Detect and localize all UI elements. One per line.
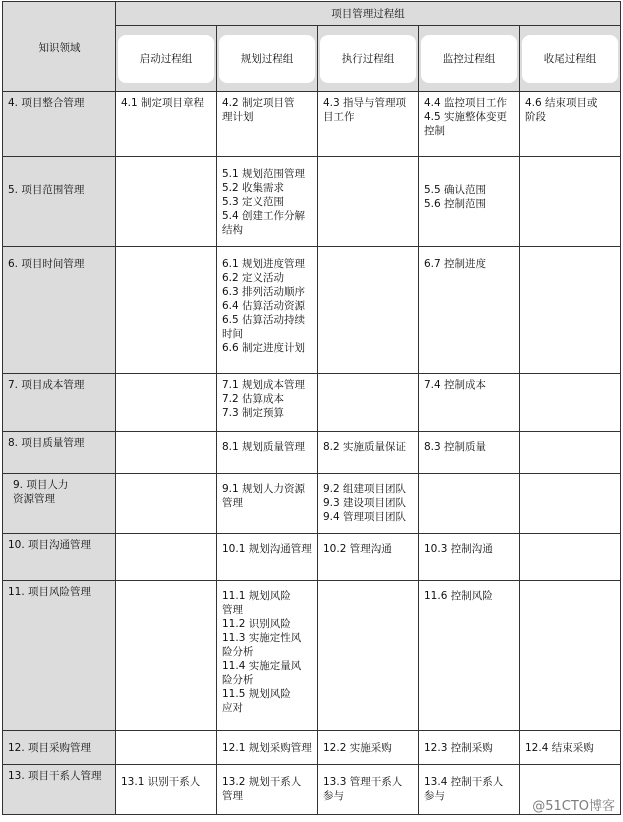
process-groups-title: 项目管理过程组 (116, 2, 621, 26)
process-cell: 4.3 指导与管理项 目工作 (318, 92, 419, 157)
process-cell: 12.1 规划采购管理 (217, 731, 318, 765)
process-cell: 9.2 组建项目团队 9.3 建设项目团队 9.4 管理项目团队 (318, 474, 419, 534)
process-cell (520, 474, 621, 534)
process-cell (520, 247, 621, 374)
process-cell (520, 157, 621, 247)
process-cell: 7.4 控制成本 (419, 374, 520, 432)
process-cell (116, 474, 217, 534)
table-row (3, 92, 621, 157)
process-cell (318, 581, 419, 731)
table-row (3, 157, 621, 247)
knowledge-area-cell: 8. 项目质量管理 (3, 432, 116, 474)
group-header-closing (520, 26, 621, 92)
process-cell (116, 374, 217, 432)
group-label: 规划过程组 (219, 35, 315, 83)
table-row (3, 731, 621, 765)
knowledge-area-cell: 4. 项目整合管理 (3, 92, 116, 157)
process-cell (318, 157, 419, 247)
process-cell: 10.2 管理沟通 (318, 534, 419, 581)
table-row (3, 374, 621, 432)
process-cell: 12.4 结束采购 (520, 731, 621, 765)
process-cell (520, 432, 621, 474)
process-cell: 12.2 实施采购 (318, 731, 419, 765)
knowledge-area-cell: 12. 项目采购管理 (3, 731, 116, 765)
process-cell: 7.1 规划成本管理 7.2 估算成本 7.3 制定预算 (217, 374, 318, 432)
process-cell: 9.1 规划人力资源 管理 (217, 474, 318, 534)
table-row (3, 581, 621, 731)
process-cell (419, 474, 520, 534)
knowledge-area-cell: 9. 项目人力 资源管理 (3, 474, 116, 534)
group-label: 监控过程组 (421, 35, 517, 83)
process-mapping-table (2, 1, 621, 815)
process-cell: 4.4 监控项目工作 4.5 实施整体变更 控制 (419, 92, 520, 157)
group-header-executing (318, 26, 419, 92)
knowledge-area-cell: 6. 项目时间管理 (3, 247, 116, 374)
process-cell (116, 432, 217, 474)
process-cell: 10.1 规划沟通管理 (217, 534, 318, 581)
table-row (3, 432, 621, 474)
group-label: 收尾过程组 (522, 35, 618, 83)
process-cell (116, 247, 217, 374)
knowledge-area-cell: 11. 项目风险管理 (3, 581, 116, 731)
group-label: 执行过程组 (320, 35, 416, 83)
process-cell: 5.1 规划范围管理 5.2 收集需求 5.3 定义范围 5.4 创建工作分解 结构 (217, 157, 318, 247)
process-cell: 13.2 规划干系人 管理 (217, 765, 318, 815)
header-row-title (3, 2, 621, 26)
process-cell (116, 157, 217, 247)
knowledge-area-cell: 5. 项目范围管理 (3, 157, 116, 247)
process-cell: 11.6 控制风险 (419, 581, 520, 731)
process-cell: 12.3 控制采购 (419, 731, 520, 765)
process-cell: 4.2 制定项目管 理计划 (217, 92, 318, 157)
table-row (3, 765, 621, 815)
process-cell (520, 581, 621, 731)
process-cell: 8.3 控制质量 (419, 432, 520, 474)
process-cell: 10.3 控制沟通 (419, 534, 520, 581)
process-cell (318, 247, 419, 374)
process-cell (520, 534, 621, 581)
process-cell (116, 581, 217, 731)
table-row (3, 474, 621, 534)
process-cell (318, 374, 419, 432)
table-row (3, 247, 621, 374)
process-cell: 5.5 确认范围 5.6 控制范围 (419, 157, 520, 247)
process-cell (116, 731, 217, 765)
process-cell (520, 374, 621, 432)
process-cell: 13.4 控制干系人 参与 (419, 765, 520, 815)
group-header-planning (217, 26, 318, 92)
group-header-monitoring (419, 26, 520, 92)
group-label: 启动过程组 (118, 35, 214, 83)
process-cell: 8.2 实施质量保证 (318, 432, 419, 474)
process-cell: 8.1 规划质量管理 (217, 432, 318, 474)
knowledge-area-cell: 7. 项目成本管理 (3, 374, 116, 432)
process-cell: 4.1 制定项目章程 (116, 92, 217, 157)
process-cell: 6.1 规划进度管理 6.2 定义活动 6.3 排列活动顺序 6.4 估算活动资源 6.5 估算活动持续 时间 6.6 制定进度计划 (217, 247, 318, 374)
knowledge-area-cell: 10. 项目沟通管理 (3, 534, 116, 581)
table-row (3, 534, 621, 581)
process-cell: 4.6 结束项目或 阶段 (520, 92, 621, 157)
group-header-initiating (116, 26, 217, 92)
process-cell (116, 534, 217, 581)
knowledge-area-header: 知识领域 (3, 2, 116, 92)
process-cell: 13.3 管理干系人 参与 (318, 765, 419, 815)
process-cell: 11.1 规划风险 管理 11.2 识别风险 11.3 实施定性风 险分析 11.4 实施定量风 险分析 11.5 规划风险 应对 (217, 581, 318, 731)
watermark: @51CTO博客 (532, 799, 615, 814)
process-cell: 6.7 控制进度 (419, 247, 520, 374)
process-cell: 13.1 识别干系人 (116, 765, 217, 815)
knowledge-area-cell: 13. 项目干系人管理 (3, 765, 116, 815)
